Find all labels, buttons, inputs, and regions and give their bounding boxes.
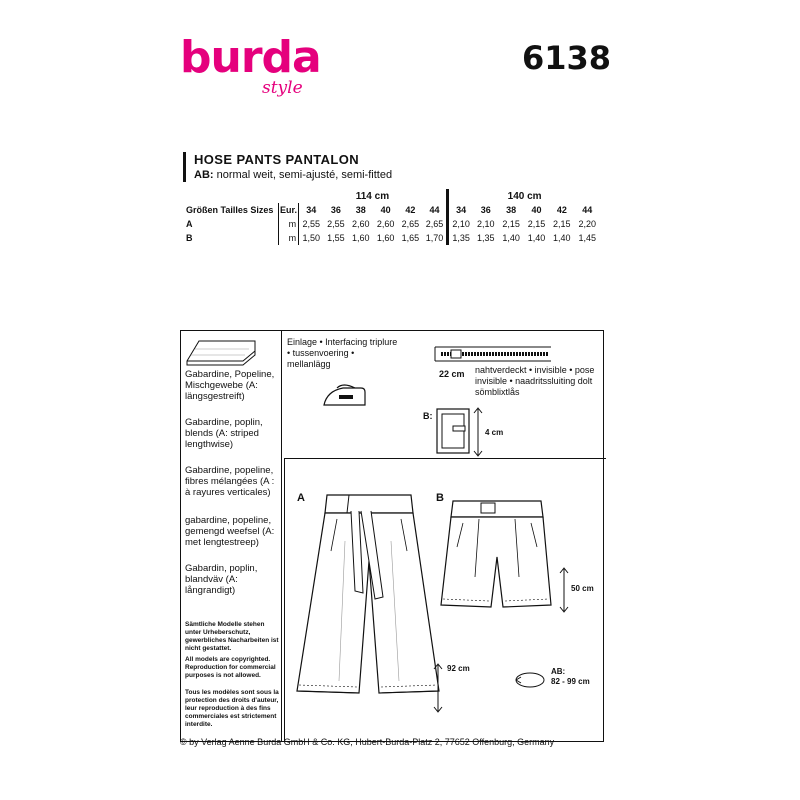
size-cell: 44 [429,205,440,215]
legal-fr: Tous les modèles sont sous la protection des droits d'auteur, leur reproduction à des fins commerciales est strictement interdite. [185,689,279,728]
copyright-notice: © by Verlag Aenne Burda GmbH & Co. KG, Hubert-Burda-Platz 2, 77652 Offenburg, Germany [180,737,555,747]
value-cell: 2,15 [553,219,571,229]
garment-header [183,152,614,182]
view-a-length-arrow-icon [433,663,443,713]
size-cell: 40 [531,205,542,215]
buckle-icon [435,407,471,455]
value-cell: 1,60 [351,233,370,243]
value-cell: 1,55 [327,233,345,243]
size-cell: 36 [480,205,491,215]
size-cell: 36 [330,205,341,215]
iron-icon [321,383,367,409]
size-cell: 40 [380,205,391,215]
value-cell: 2,65 [425,219,444,229]
width-header-114: 114 cm [355,190,390,202]
size-cell: 34 [448,203,473,217]
view-b-label: B [436,492,444,504]
legal-en: All models are copyrighted. Reproduction for commercial purposes is not allowed. [185,656,276,679]
value-cell: 2,60 [351,219,370,229]
value-cell: 2,10 [476,219,495,229]
value-cell: 2,65 [401,219,420,229]
value-cell: 1,45 [578,233,597,243]
sizes-label: Größen Tailles Sizes [186,205,274,215]
size-cell: 34 [299,203,324,217]
view-label: B [186,233,193,243]
yardage-table [183,189,600,245]
fit-description [194,168,614,182]
view-a-trousers-drawing [289,481,449,701]
table-row [183,217,600,231]
view-b-length: 50 cm [571,584,594,593]
brand-logo-sub: style [262,78,303,98]
value-cell: 1,70 [425,233,444,243]
view-b-shorts-drawing [439,497,559,613]
value-cell: 1,40 [553,233,571,243]
waist-range: 82 - 99 cm [551,677,590,686]
value-cell: 1,40 [502,233,520,243]
unit-cell: m [278,231,298,245]
size-cell: 42 [405,205,416,215]
unit-cell: m [278,217,298,231]
view-a-length: 92 cm [447,664,470,673]
fabric-nl: gabardine, popeline, gemengd weefsel (A: met lengtestreep) [185,515,275,548]
fabric-de: Gabardine, Popeline, Mischgewebe (A: längsgestreift) [185,369,275,402]
fabric-column [181,331,282,741]
waist-label: AB: [551,667,566,676]
zipper-text: nahtverdeckt • invisible • pose invisible • naadritssluiting dolt sömblixtlås [475,365,595,397]
view-label: A [186,219,193,229]
size-cell: 42 [556,205,567,215]
value-cell: 2,20 [578,219,597,229]
waist-measure [551,667,590,687]
value-cell: 2,15 [502,219,520,229]
buckle-label: B: [423,411,433,421]
size-cell: 44 [582,205,593,215]
fabric-en: Gabardine, poplin, blends (A: striped lengthwise) [185,417,263,450]
zipper-length: 22 cm [439,369,465,379]
pattern-number: 6138 [522,39,612,77]
view-b-length-arrow-icon [559,567,569,613]
legal-de: Sämtliche Modelle stehen unter Urheberschutz, gewerbliches Nacharbeiten ist nicht gestattet. [185,621,279,652]
brand-logo: burda [180,32,321,83]
value-cell: 2,10 [448,217,473,231]
size-cell: 38 [506,205,517,215]
buckle-arrow-icon [473,407,483,457]
fabric-fr: Gabardine, popeline, fibres mélangées (A : à rayures verticales) [185,465,275,498]
fit-label: AB: [194,169,214,181]
value-cell: 2,55 [327,219,345,229]
value-cell: 1,40 [527,233,546,243]
sizes-row [183,203,600,217]
buckle-size: 4 cm [485,428,504,437]
fabric-sv: Gabardin, poplin, blandväv (A: långrandigt) [185,563,258,596]
fabric-roll-icon [185,337,257,367]
value-cell: 1,35 [448,231,473,245]
value-cell: 1,65 [401,233,420,243]
size-cell: 38 [355,205,366,215]
value-cell: 1,50 [299,231,324,245]
width-header-140: 140 cm [448,189,600,203]
interfacing-text: Einlage • Interfacing triplure • tussenvoering • mellanlägg [287,337,398,369]
waist-measure-icon [513,669,547,691]
value-cell: 2,60 [376,219,395,229]
view-a-label: A [297,492,305,504]
value-cell: 2,55 [299,217,324,231]
materials-panel [180,330,604,742]
value-cell: 1,35 [476,233,495,243]
garment-title: HOSE PANTS PANTALON [194,152,360,167]
eur-label: Eur. [279,205,297,215]
fit-text: normal weit, semi-ajusté, semi-fitted [216,169,393,181]
table-row [183,231,600,245]
value-cell: 2,15 [527,219,546,229]
value-cell: 1,60 [376,233,395,243]
